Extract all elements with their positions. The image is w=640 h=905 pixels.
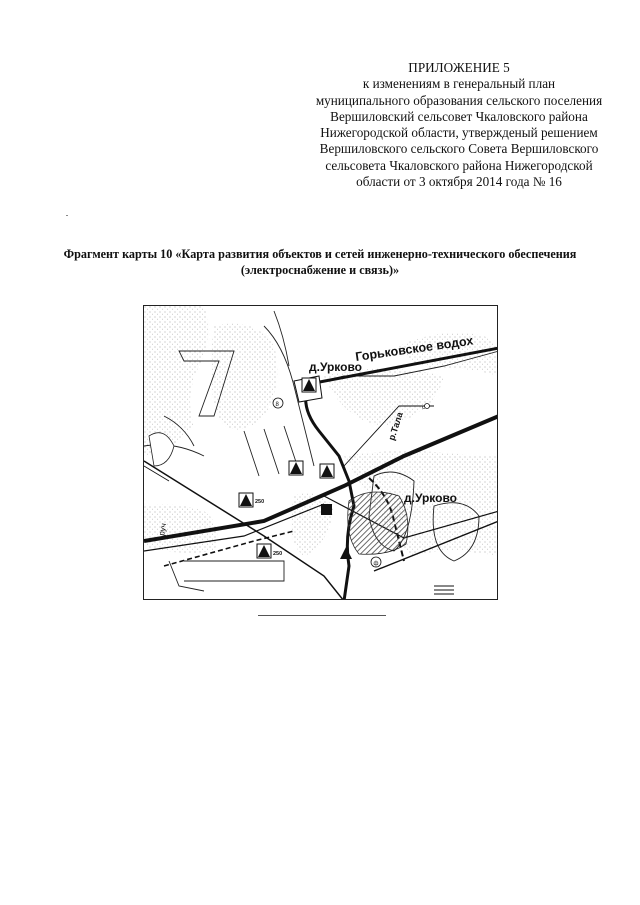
elevation-label: 250	[273, 551, 283, 557]
settlement-hatched	[348, 492, 408, 554]
village-north-label: д.Урково	[309, 360, 363, 374]
map-canvas	[144, 306, 498, 600]
map-fragment	[143, 305, 498, 600]
appendix-block	[300, 60, 618, 190]
heading-line-1: Фрагмент карты 10 «Карта развития объектов и сетей инженерно-технического обеспечения	[63, 247, 577, 261]
appendix-line: к изменениям в генеральный план	[362, 76, 556, 92]
village-east-label: д.Урково	[404, 491, 458, 505]
scan-speck	[66, 215, 68, 216]
reservoir-label: Горьковское водох	[354, 333, 475, 364]
heading-line-2: (электроснабжение и связь)»	[240, 263, 400, 277]
appendix-line: Нижегородской области, утвержденый решением	[320, 125, 598, 141]
appendix-line: области от 3 октября 2014 года № 16	[356, 174, 562, 190]
elevation-label: 250	[255, 499, 265, 505]
appendix-line: муниципального образования сельского поселения	[315, 92, 603, 108]
circle-letter: ф	[373, 561, 379, 567]
triangle-marker	[289, 461, 303, 475]
triangle-marker	[239, 493, 253, 507]
appendix-line: Вершиловский сельсовет Чкаловского района	[330, 108, 588, 124]
triangle-marker	[340, 547, 352, 559]
appendix-line: сельсовета Чкаловского района Нижегородской	[325, 157, 593, 173]
triangle-marker	[320, 464, 334, 478]
square-marker	[321, 504, 332, 515]
appendix-title: ПРИЛОЖЕНИЕ 5	[408, 60, 510, 75]
appendix-line: Вершиловского сельского Совета Вершиловского	[319, 141, 599, 157]
legend-strokes	[434, 586, 454, 594]
stream-label: руч	[157, 522, 169, 537]
map-fragment-heading	[30, 246, 610, 278]
triangle-marker	[257, 544, 271, 558]
triangle-marker	[302, 378, 316, 392]
divider-rule	[258, 615, 386, 616]
marker-letter: с	[422, 405, 425, 411]
circle-number: 8	[275, 402, 279, 408]
point-marker	[425, 404, 430, 409]
river-label: р.Тала	[386, 410, 405, 442]
